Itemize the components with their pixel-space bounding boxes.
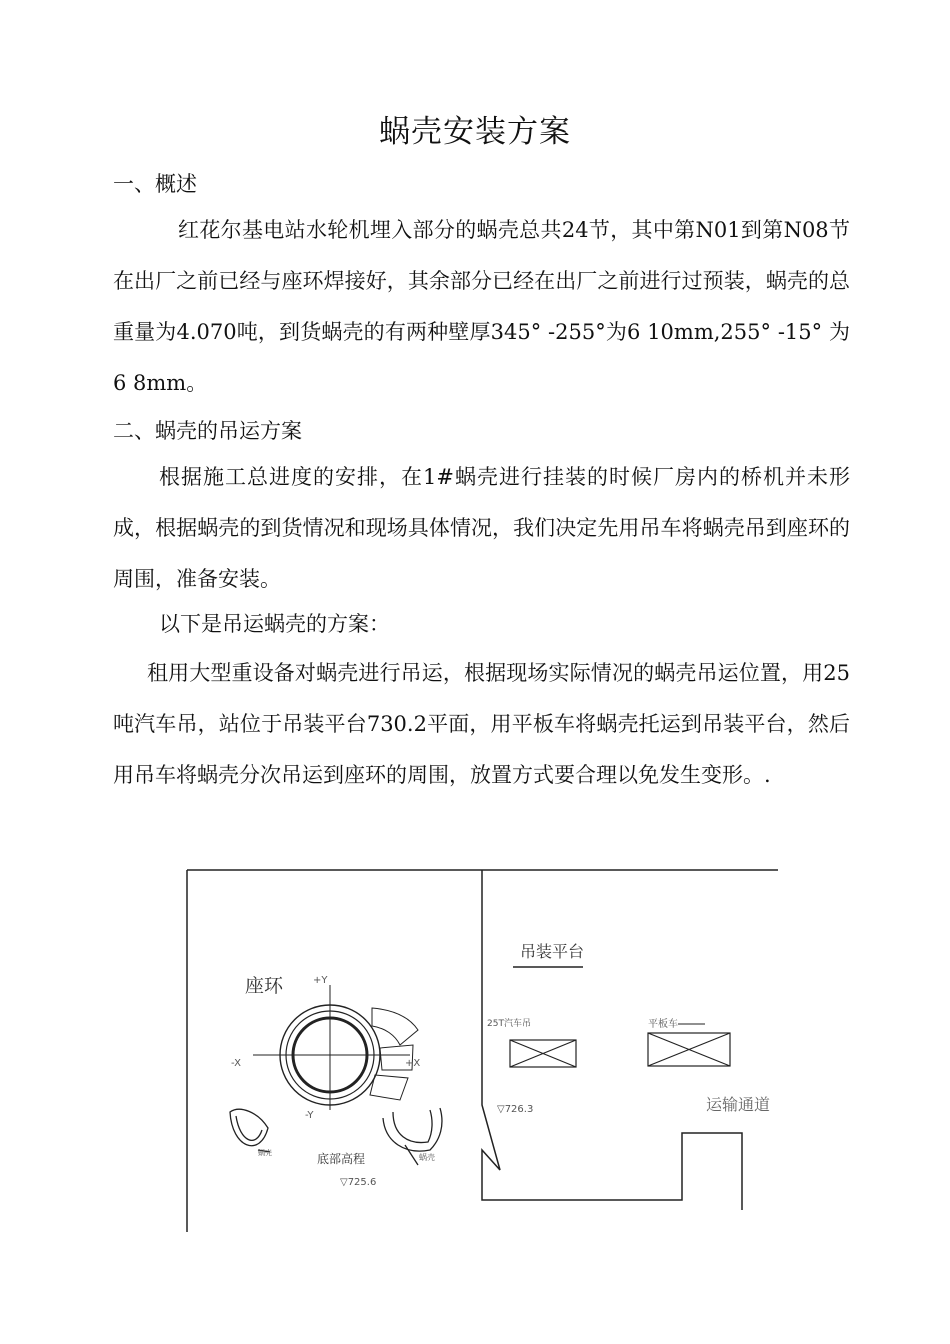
section-heading-hoisting: 二、蜗壳的吊运方案 (113, 419, 302, 443)
overview-paragraph: 红花尔基电站水轮机埋入部分的蜗壳总共24节，其中第N01到第N08节在出厂之前已经与座环焊接好，其余部分已经在出厂之前进行过预装，蜗壳的总重量为4.070吨，到货蜗壳的有两种壁厚345° -255°为6 10mm,255° -15° 为 6 8mm。 (113, 218, 850, 395)
axis-minus-y-label: -Y (305, 1110, 314, 1121)
site-boundary-lines (187, 870, 778, 1232)
seat-ring-label: 座环 (245, 975, 284, 997)
axis-minus-x-label: -X (231, 1058, 241, 1069)
page-title: 蜗壳安装方案 (379, 114, 571, 150)
section-heading-overview: 一、概述 (113, 172, 197, 196)
hoisting-paragraph-1: 根据施工总进度的安排，在1#蜗壳进行挂装的时候厂房内的桥机并未形成，根据蜗壳的到货情况和现场具体情况，我们决定先用吊车将蜗壳吊到座环的周围，准备安装。 (113, 465, 850, 591)
spiral-case-piece-middle-label: 蜗壳 (419, 1153, 435, 1162)
site-label: 底部高程 (317, 1152, 366, 1166)
flatbed-box (648, 1033, 730, 1066)
crane-label: 25T汽车吊 (487, 1019, 531, 1029)
axis-plus-x-label: +X (405, 1058, 421, 1069)
spiral-case-piece-left (230, 1109, 270, 1152)
spiral-case-piece-left-label: 蜗壳 (258, 1149, 272, 1157)
hoisting-paragraph-2: 以下是吊运蜗壳的方案： (159, 612, 390, 636)
crane-box (510, 1040, 576, 1067)
seat-ring (253, 985, 421, 1110)
site-elevation-label: ▽725.6 (340, 1177, 377, 1188)
hoisting-paragraph-3: 租用大型重设备对蜗壳进行吊运，根据现场实际情况的蜗壳吊运位置，用25吨汽车吊，站位于吊装平台730.2平面，用平板车将蜗壳托运到吊装平台，然后用吊车将蜗壳分次吊运到座环的周围，放置方式要合理以免发生变形。. (113, 661, 850, 787)
channel-label: 运输通道 (706, 1095, 771, 1114)
platform-elevation-label: ▽726.3 (497, 1104, 534, 1115)
platform-label: 吊装平台 (520, 942, 585, 961)
axis-plus-y-label: +Y (313, 975, 328, 986)
flatbed-label: 平板车 (648, 1019, 678, 1030)
